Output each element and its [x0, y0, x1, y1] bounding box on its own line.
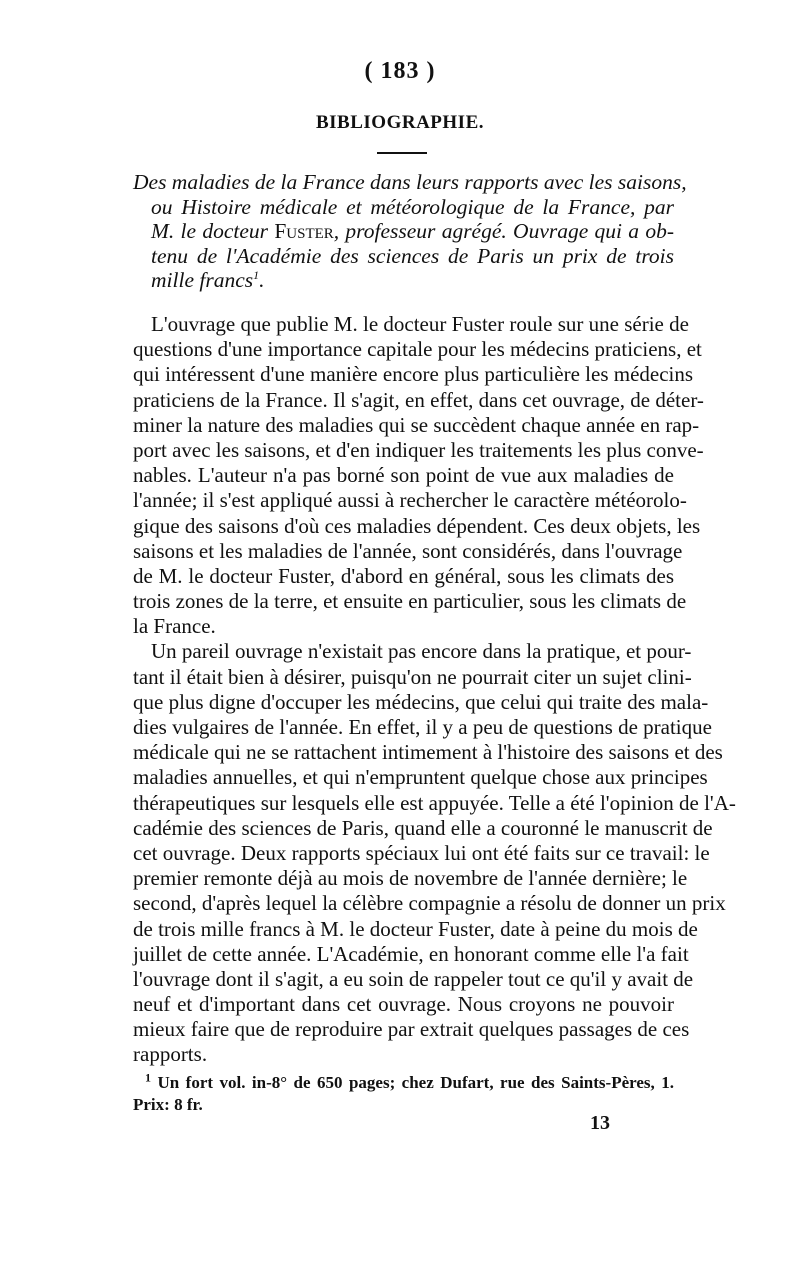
- text-line: qui intéressent d'une manière encore plus particulière les médecins: [133, 362, 694, 387]
- footnote: [133, 1072, 674, 1116]
- title-rule: [377, 152, 427, 154]
- text-line: port avec les saisons, et d'en indiquer les traitements les plus conve-: [133, 437, 704, 462]
- text-line: L'ouvrage que publie M. le docteur Fuster roule sur une série de: [151, 312, 689, 336]
- text-line: mieux faire que de reproduire par extrait quelques passages de ces: [133, 1017, 690, 1042]
- footnote-text: Un fort vol. in-8° de 650 pages; chez Dufart, rue des Saints-Pères, 1.: [157, 1073, 674, 1092]
- text-line: praticiens de la France. Il s'agit, en effet, dans cet ouvrage, de déter-: [133, 387, 704, 412]
- footnote-mark: 1: [145, 1070, 151, 1085]
- author-name: Fuster: [274, 219, 334, 243]
- text-line: second, d'après lequel la célèbre compagnie a résolu de donner un prix: [133, 891, 726, 916]
- citation-line-text: mille francs: [151, 268, 254, 292]
- text-line: l'année; il s'est appliqué aussi à rechercher le caractère météorolo-: [133, 488, 687, 513]
- text-line: nables. L'auteur n'a pas borné son point de vue aux maladies de: [133, 463, 674, 488]
- text-line: premier remonte déjà au mois de novembre de l'année dernière; le: [133, 866, 688, 891]
- text-line: juillet de cette année. L'Académie, en honorant comme elle l'a fait: [133, 941, 689, 966]
- section-title: BIBLIOGRAPHIE.: [315, 112, 484, 133]
- footnote-line: [133, 1072, 674, 1094]
- citation-line: tenu de l'Académie des sciences de Paris un prix de trois: [151, 243, 674, 268]
- text-line: questions d'une importance capitale pour les médecins praticiens, et: [133, 337, 702, 362]
- citation-end-punct: .: [259, 268, 265, 292]
- text-line: rapports.: [133, 1042, 208, 1067]
- text-line: la France.: [133, 614, 216, 639]
- citation-line-start: M. le docteur: [151, 219, 275, 243]
- text-line: trois zones de la terre, et ensuite en particulier, sous les climats de: [133, 589, 687, 614]
- text-line: maladies annuelles, et qui n'empruntent quelque chose aux principes: [133, 765, 708, 790]
- text-line: saisons et les maladies de l'année, sont considérés, dans l'ouvrage: [133, 538, 683, 563]
- text-line: gique des saisons d'où ces maladies dépendent. Ces deux objets, les: [133, 513, 701, 538]
- text-line: cadémie des sciences de Paris, quand elle a couronné le manuscrit de: [133, 815, 713, 840]
- text-line: que plus digne d'occuper les médecins, que celui qui traite des mala-: [133, 689, 709, 714]
- citation-line: [133, 268, 674, 293]
- paragraph-1: [133, 312, 704, 639]
- citation-line: ou Histoire médicale et météorologique de la France, par: [151, 194, 674, 219]
- citation-line-end: , professeur agrégé. Ouvrage qui a ob-: [333, 219, 674, 243]
- text-line: médicale qui ne se rattachent intimement à l'histoire des saisons et des: [133, 740, 723, 765]
- text-line: cet ouvrage. Deux rapports spéciaux lui ont été faits sur ce travail: le: [133, 840, 710, 865]
- text-line: thérapeutiques sur lesquels elle est appuyée. Telle a été l'opinion de l'A-: [133, 790, 736, 815]
- signature-mark: 13: [590, 1112, 610, 1134]
- page-number: ( 183 ): [364, 58, 436, 84]
- citation-line: [133, 219, 674, 244]
- citation-line: Des maladies de la France dans leurs rapports avec les saisons,: [133, 170, 687, 194]
- text-line: tant il était bien à désirer, puisqu'on ne pourrait citer un sujet clini-: [133, 664, 692, 689]
- footnote-line: Prix: 8 fr.: [133, 1095, 203, 1114]
- text-line: Un pareil ouvrage n'existait pas encore dans la pratique, et pour-: [151, 639, 692, 664]
- footnote-reference: 1: [253, 267, 260, 282]
- text-line: dies vulgaires de l'année. En effet, il y a peu de questions de pratique: [133, 715, 712, 739]
- text-line: l'ouvrage dont il s'agit, a eu soin de rappeler tout ce qu'il y avait de: [133, 966, 694, 991]
- body-text: [133, 312, 736, 1068]
- text-line: de M. le docteur Fuster, d'abord en général, sous les climats des: [133, 563, 674, 588]
- citation-block: [133, 170, 687, 293]
- text-line: neuf et d'important dans cet ouvrage. Nous croyons ne pouvoir: [133, 992, 674, 1017]
- paragraph-2: [133, 639, 736, 1067]
- text-line: de trois mille francs à M. le docteur Fuster, date à peine du mois de: [133, 916, 698, 941]
- text-line: miner la nature des maladies qui se succèdent chaque année en rap-: [133, 412, 700, 437]
